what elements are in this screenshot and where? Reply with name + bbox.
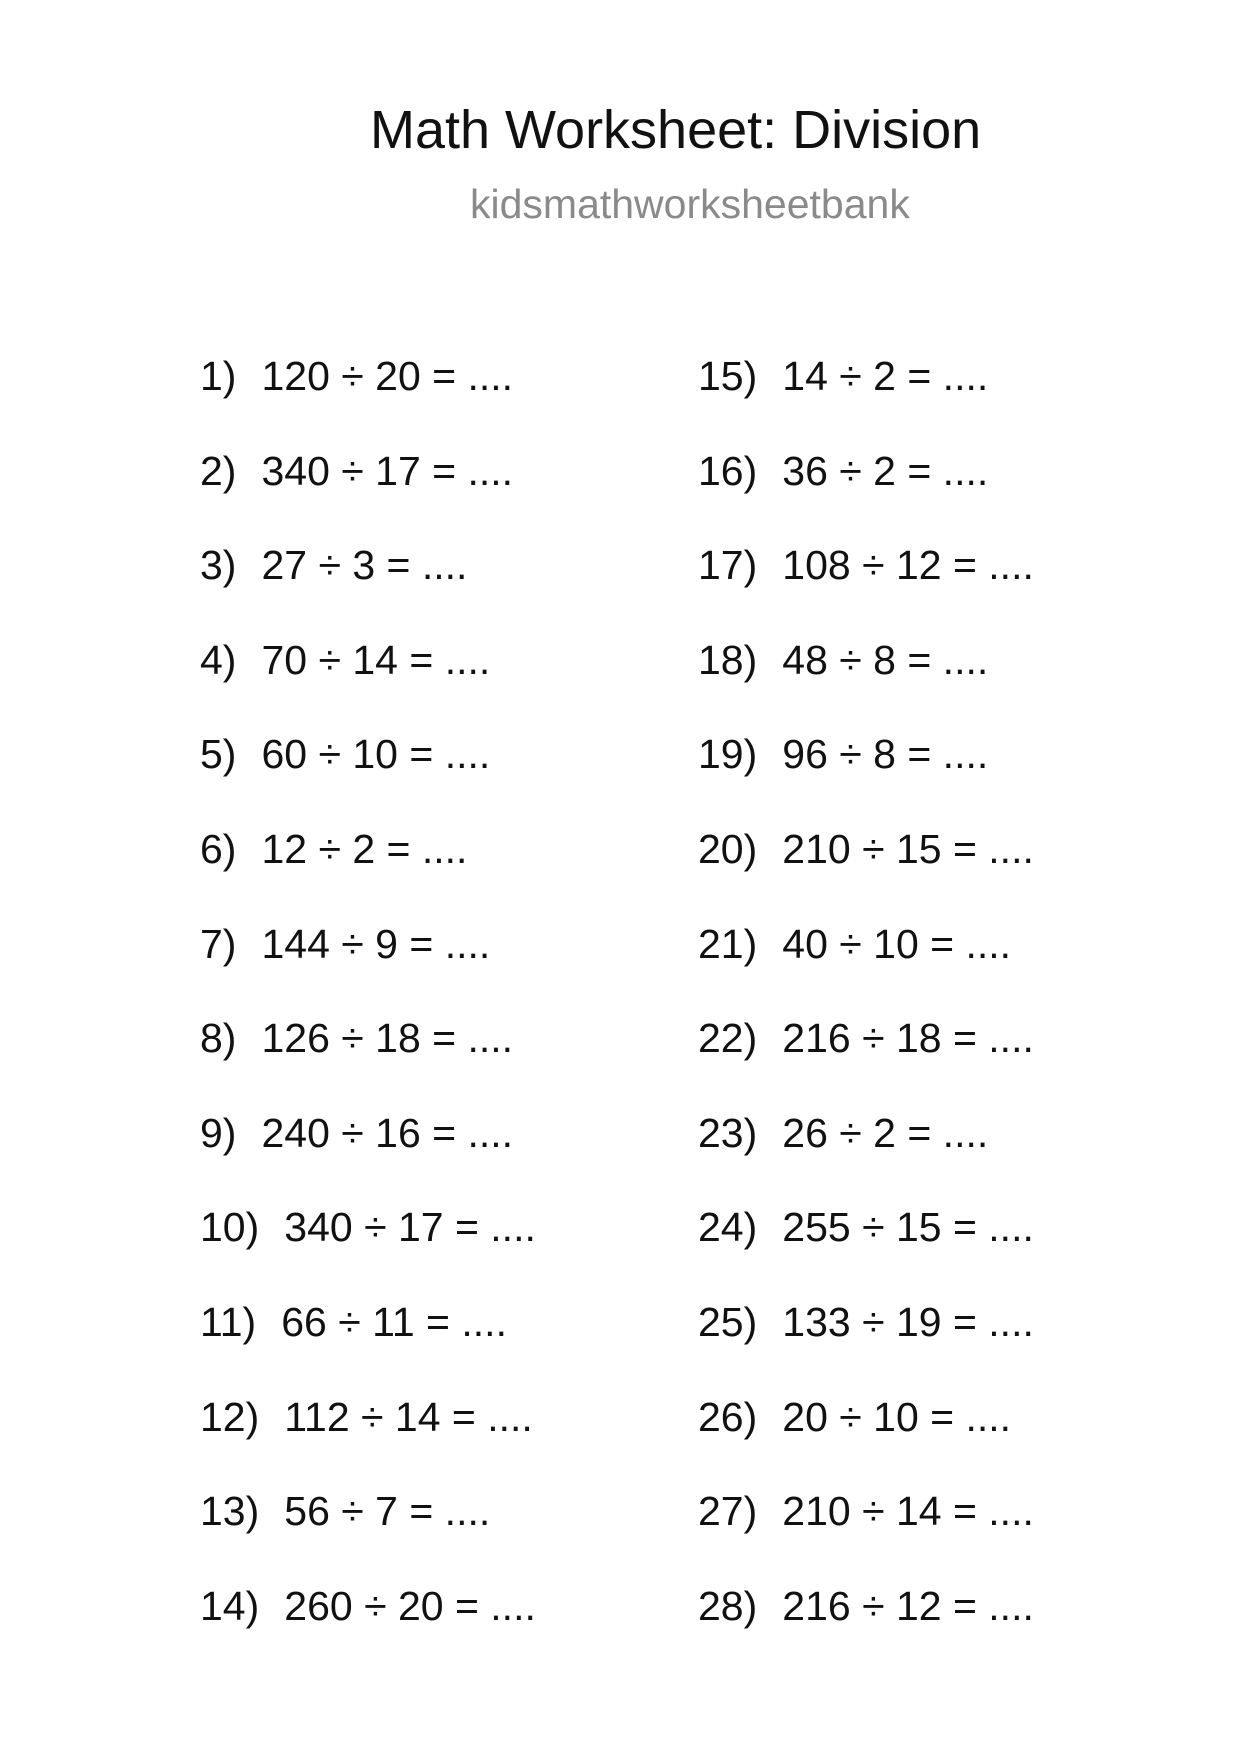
problem-item xyxy=(698,918,1218,1013)
problem-expression: 260 ÷ 20 = .... xyxy=(284,1582,536,1629)
problem-number: 3) xyxy=(200,542,237,589)
problem-item xyxy=(698,823,1218,918)
problem-expression: 66 ÷ 11 = .... xyxy=(281,1298,507,1345)
problem-expression: 40 ÷ 10 = .... xyxy=(782,920,1012,967)
problem-expression: 255 ÷ 15 = .... xyxy=(782,1204,1034,1251)
problem-expression: 216 ÷ 18 = .... xyxy=(782,1015,1034,1062)
problem-item xyxy=(698,350,1218,445)
problem-item xyxy=(200,1012,720,1107)
problem-item xyxy=(200,918,720,1013)
problem-number: 17) xyxy=(698,542,758,589)
problem-item xyxy=(698,1296,1218,1391)
problem-item xyxy=(200,1580,720,1675)
problem-number: 11) xyxy=(200,1298,257,1345)
problem-item xyxy=(200,1107,720,1202)
problem-item xyxy=(698,445,1218,540)
problem-number: 9) xyxy=(200,1109,237,1156)
problem-number: 18) xyxy=(698,636,758,683)
problem-number: 26) xyxy=(698,1393,758,1440)
problem-expression: 36 ÷ 2 = .... xyxy=(782,447,989,494)
problem-expression: 14 ÷ 2 = .... xyxy=(782,353,989,399)
problem-number: 4) xyxy=(200,636,237,683)
problem-expression: 144 ÷ 9 = .... xyxy=(261,920,491,967)
problem-number: 5) xyxy=(200,731,237,778)
problem-item xyxy=(200,539,720,634)
problem-number: 23) xyxy=(698,1109,758,1156)
problem-number: 6) xyxy=(200,825,237,872)
problem-expression: 210 ÷ 14 = .... xyxy=(782,1488,1034,1535)
problem-item xyxy=(698,1107,1218,1202)
problem-expression: 120 ÷ 20 = .... xyxy=(261,353,514,399)
problem-item xyxy=(698,1012,1218,1107)
problem-item xyxy=(200,823,720,918)
problem-item xyxy=(698,1201,1218,1296)
left-problem-column xyxy=(200,350,720,1674)
problem-number: 8) xyxy=(200,1015,237,1062)
problem-item xyxy=(698,1485,1218,1580)
problem-item xyxy=(698,728,1218,823)
problem-number: 24) xyxy=(698,1204,758,1251)
problem-item xyxy=(200,445,720,540)
page-title: Math Worksheet: Division xyxy=(370,100,982,160)
problem-item xyxy=(698,539,1218,634)
problem-expression: 112 ÷ 14 = .... xyxy=(284,1393,533,1440)
page-subtitle: kidsmathworksheetbank xyxy=(470,181,910,227)
right-problem-column xyxy=(698,350,1218,1674)
problem-number: 28) xyxy=(698,1582,758,1629)
problem-expression: 12 ÷ 2 = .... xyxy=(261,825,468,872)
problem-expression: 70 ÷ 14 = .... xyxy=(261,636,491,683)
problem-number: 16) xyxy=(698,447,758,494)
problem-expression: 210 ÷ 15 = .... xyxy=(782,825,1034,872)
problem-item xyxy=(698,634,1218,729)
problem-item xyxy=(200,1201,720,1296)
problem-expression: 20 ÷ 10 = .... xyxy=(782,1393,1012,1440)
problem-expression: 27 ÷ 3 = .... xyxy=(261,542,468,589)
problem-expression: 26 ÷ 2 = .... xyxy=(782,1109,989,1156)
problem-item xyxy=(698,1391,1218,1486)
problem-number: 19) xyxy=(698,731,758,778)
problem-item xyxy=(200,1391,720,1486)
problem-expression: 126 ÷ 18 = .... xyxy=(261,1015,514,1062)
problem-expression: 216 ÷ 12 = .... xyxy=(782,1582,1034,1629)
problem-number: 13) xyxy=(200,1488,260,1535)
problem-expression: 240 ÷ 16 = .... xyxy=(261,1109,514,1156)
problem-expression: 56 ÷ 7 = .... xyxy=(284,1488,491,1535)
problem-number: 25) xyxy=(698,1298,758,1345)
problem-expression: 60 ÷ 10 = .... xyxy=(261,731,491,778)
problem-item xyxy=(200,634,720,729)
problem-expression: 48 ÷ 8 = .... xyxy=(782,636,989,683)
problem-number: 27) xyxy=(698,1488,758,1535)
problem-number: 20) xyxy=(698,825,758,872)
problem-number: 14) xyxy=(200,1582,260,1629)
problem-number: 12) xyxy=(200,1393,260,1440)
problem-item xyxy=(200,1485,720,1580)
problem-item xyxy=(200,728,720,823)
problem-number: 1) xyxy=(200,353,237,399)
problem-number: 21) xyxy=(698,920,758,967)
problem-expression: 108 ÷ 12 = .... xyxy=(782,542,1034,589)
problem-expression: 340 ÷ 17 = .... xyxy=(261,447,514,494)
problem-item xyxy=(698,1580,1218,1675)
problem-expression: 96 ÷ 8 = .... xyxy=(782,731,989,778)
problem-number: 15) xyxy=(698,353,758,399)
problem-item xyxy=(200,350,720,445)
problem-expression: 133 ÷ 19 = .... xyxy=(782,1298,1034,1345)
problem-number: 10) xyxy=(200,1204,260,1251)
problem-item xyxy=(200,1296,720,1391)
problem-expression: 340 ÷ 17 = .... xyxy=(284,1204,536,1251)
problem-number: 7) xyxy=(200,920,237,967)
problem-number: 22) xyxy=(698,1015,758,1062)
problem-number: 2) xyxy=(200,447,237,494)
